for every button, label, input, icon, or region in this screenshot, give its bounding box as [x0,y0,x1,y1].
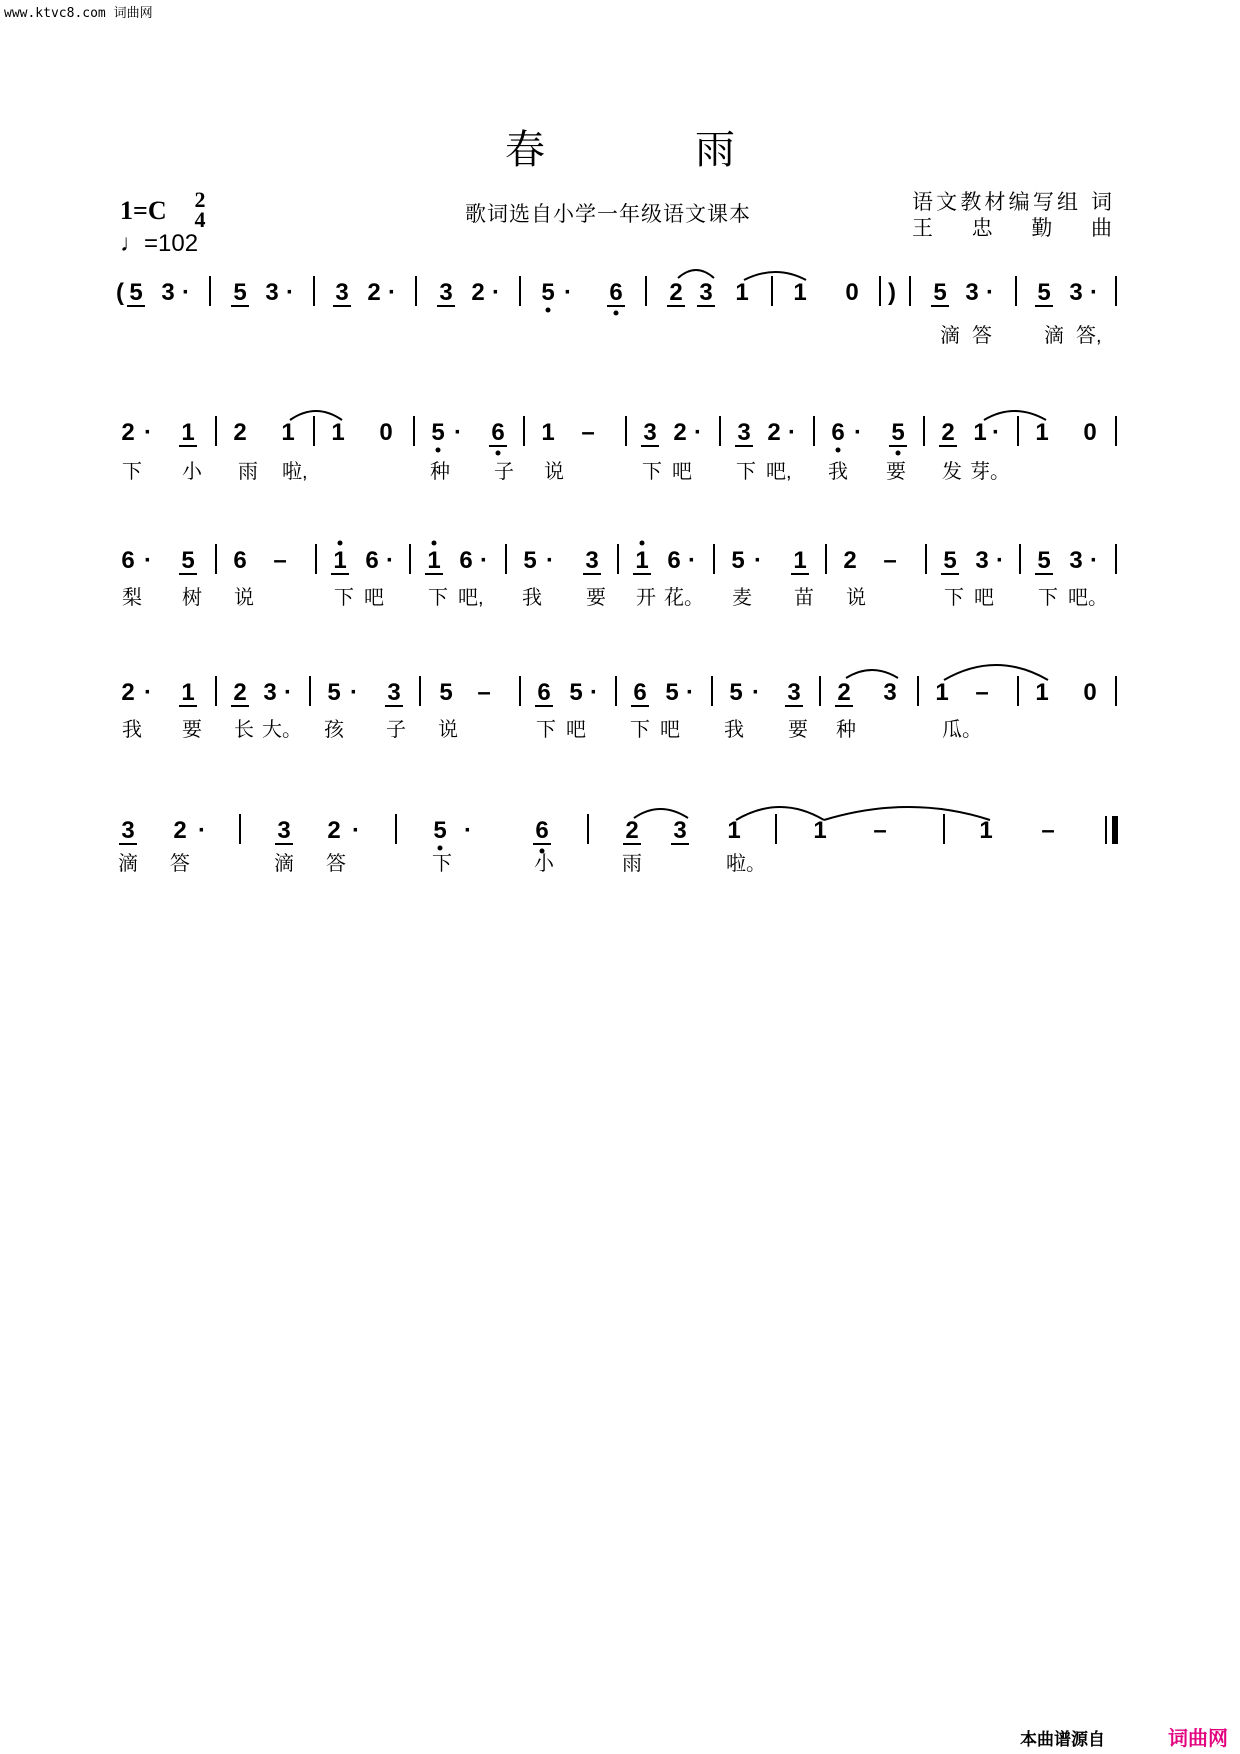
lyric: 说 [234,587,254,609]
rest: 0 [379,419,393,446]
site-watermark: www.ktvc8.com 词曲网 [4,6,153,21]
augmentation-dot: · [694,419,702,446]
lyric: 啦, [282,461,308,483]
augmentation-dot: · [350,679,358,706]
time-signature-bottom: 4 [194,207,206,232]
note: 3 [883,679,897,706]
lyric: 滴 [118,853,138,875]
note: 3 [335,279,349,306]
augmentation-dot: · [388,279,396,306]
extension-dash: – [883,547,897,574]
note: 5 [327,679,341,706]
extension-dash: – [1041,817,1055,844]
note: 6 [365,547,379,574]
augmentation-dot: · [144,419,152,446]
note: 1 [727,817,741,844]
song-title: 春雨 [505,127,885,173]
lyric: 答, [1076,325,1102,347]
augmentation-dot: · [854,419,862,446]
lyric: 答 [972,325,992,347]
note: 6 [459,547,473,574]
note: 3 [787,679,801,706]
octave-dot-high [640,541,645,546]
augmentation-dot: · [1090,279,1098,306]
note: 3 [673,817,687,844]
note: 6 [121,547,135,574]
tempo-value: =102 [144,230,199,257]
note: 3 [965,279,979,306]
lyric: 瓜。 [942,719,982,741]
note: 5 [233,279,247,306]
rest: 0 [1083,419,1097,446]
lyric: 要 [182,719,202,741]
note: 5 [933,279,947,306]
octave-dot-high [338,541,343,546]
lyric: 说 [438,719,458,741]
lyric: 子 [494,461,514,483]
quarter-note-icon: ♩ [120,230,144,257]
score-line [121,676,1116,741]
note: 5 [569,679,583,706]
note: 6 [609,279,623,306]
lyric: 种 [836,719,856,741]
note: 3 [161,279,175,306]
note: 1 [181,679,195,706]
octave-dot-low [896,451,901,456]
augmentation-dot: · [686,679,694,706]
score-line [121,416,1116,483]
rest: 0 [845,279,859,306]
notation-lines [116,276,1116,875]
note: 2 [843,547,857,574]
augmentation-dot: · [754,547,762,574]
note: 3 [121,817,135,844]
note: 5 [891,419,905,446]
lyric: 要 [586,587,606,609]
augmentation-dot: · [546,547,554,574]
note: 5 [433,817,447,844]
augmentation-dot: · [492,279,500,306]
note: 2 [173,817,187,844]
lyric: 种 [430,461,450,483]
augmentation-dot: · [286,279,294,306]
lyric: 下 [428,587,448,609]
augmentation-dot: · [284,679,292,706]
note: 3 [263,679,277,706]
note: 6 [633,679,647,706]
lyric: 要 [886,461,906,483]
note: 1 [541,419,555,446]
note: 5 [943,547,957,574]
lyric: 我 [828,461,848,483]
note: 3 [1069,547,1083,574]
score-line [118,814,1055,875]
note: 1 [427,547,441,574]
note: 3 [265,279,279,306]
lyrics-source: 歌词选自小学一年级语文课本 [465,202,751,226]
note: 6 [537,679,551,706]
final-barline [1112,816,1118,844]
note: 1 [333,547,347,574]
lyricist-credit: 语文教材编写组 词 [912,190,1112,214]
note: 5 [523,547,537,574]
extension-dash: – [873,817,887,844]
lyric: 芽。 [970,461,1010,483]
lyric: 滴 [940,325,960,347]
note: 5 [1037,279,1051,306]
note: 5 [729,679,743,706]
slur [846,670,898,678]
note: 5 [731,547,745,574]
lyric: 小 [182,461,202,483]
lyric: 下 [432,853,452,875]
note: 5 [439,679,453,706]
note: 6 [535,817,549,844]
octave-dot-low [836,448,841,453]
slur [678,270,714,278]
lyric: 下 [944,587,964,609]
augmentation-dot: · [182,279,190,306]
note: 2 [837,679,851,706]
note: 6 [831,419,845,446]
augmentation-dot: · [688,547,696,574]
octave-dot-low [496,451,501,456]
tie [824,807,990,820]
lyric: 孩 [324,719,344,741]
note: 1 [1035,679,1049,706]
lyric: 吧, [766,461,792,483]
lyric: 吧 [672,461,692,483]
octave-dot-high [432,541,437,546]
note: 3 [699,279,713,306]
lyric: 吧 [974,587,994,609]
note: 3 [1069,279,1083,306]
note: 3 [643,419,657,446]
extension-dash: – [273,547,287,574]
lyric: 下 [122,461,142,483]
augmentation-dot: · [198,817,206,844]
lyric: 发 [942,461,962,483]
lyric: 我 [122,719,142,741]
note: 5 [129,279,143,306]
note: 1 [935,679,949,706]
octave-dot-low [438,846,443,851]
lyric: 我 [522,587,542,609]
note: 3 [439,279,453,306]
note: 1 [635,547,649,574]
note: 2 [121,419,135,446]
lyric: 下 [334,587,354,609]
key-signature: 1=C [120,196,167,225]
note: 2 [673,419,687,446]
augmentation-dot: · [480,547,488,574]
note: 3 [585,547,599,574]
note: 2 [121,679,135,706]
lyric: 下 [736,461,756,483]
lyric: 吧 [660,719,680,741]
note: 5 [1037,547,1051,574]
extension-dash: – [975,679,989,706]
lyric: 下 [536,719,556,741]
augmentation-dot: · [144,679,152,706]
tie [944,665,1048,680]
note: 3 [737,419,751,446]
lyric: 麦 [732,587,752,609]
lyric: 树 [182,587,202,609]
lyric: 雨 [622,853,642,875]
score-line [121,541,1116,610]
note: 1 [281,419,295,446]
note: 5 [181,547,195,574]
lyric: 小 [534,853,554,875]
time-signature-top: 2 [194,187,206,212]
augmentation-dot: · [992,419,1000,446]
augmentation-dot: · [564,279,572,306]
lyric: 吧。 [1068,587,1108,609]
note: 3 [387,679,401,706]
lyric: 我 [724,719,744,741]
note: 2 [233,679,247,706]
note: 5 [665,679,679,706]
lyric: 说 [544,461,564,483]
lyric: 吧, [458,587,484,609]
augmentation-dot: · [1090,547,1098,574]
lyric: 下 [1038,587,1058,609]
note: 2 [367,279,381,306]
lyric: 说 [846,587,866,609]
lyric: 苗 [794,587,814,609]
note: 5 [431,419,445,446]
tie [736,807,824,820]
lyric: 梨 [122,587,142,609]
note: 2 [941,419,955,446]
augmentation-dot: · [788,419,796,446]
note: 3 [277,817,291,844]
note: 3 [975,547,989,574]
note: 1 [735,279,749,306]
extension-dash: – [581,419,595,446]
note: 1 [979,817,993,844]
note: 2 [669,279,683,306]
augmentation-dot: · [144,547,152,574]
lyric: 吧 [364,587,384,609]
bracket: ( [116,279,124,306]
footer-source-label: 本曲谱源自 [1020,1730,1105,1750]
note: 1 [181,419,195,446]
augmentation-dot: · [590,679,598,706]
lyric: 雨 [238,461,258,483]
lyric: 下 [642,461,662,483]
rest: 0 [1083,679,1097,706]
lyric: 下 [630,719,650,741]
note: 2 [625,817,639,844]
note: 1 [1035,419,1049,446]
lyric: 吧 [566,719,586,741]
note: 6 [491,419,505,446]
augmentation-dot: · [464,817,472,844]
note: 5 [541,279,555,306]
lyric: 子 [386,719,406,741]
extension-dash: – [477,679,491,706]
octave-dot-low [436,448,441,453]
octave-dot-low [614,311,619,316]
note: 2 [327,817,341,844]
footer-logo: 词曲网 [1168,1726,1228,1750]
augmentation-dot: · [386,547,394,574]
note: 6 [233,547,247,574]
note: 1 [813,817,827,844]
note: 1 [793,547,807,574]
lyric: 答 [170,853,190,875]
note: 1 [331,419,345,446]
note: 1 [973,419,987,446]
augmentation-dot: · [752,679,760,706]
augmentation-dot: · [454,419,462,446]
note: 2 [767,419,781,446]
note: 1 [793,279,807,306]
lyric: 要 [788,719,808,741]
lyric: 滴 [274,853,294,875]
augmentation-dot: · [352,817,360,844]
augmentation-dot: · [986,279,994,306]
note: 2 [471,279,485,306]
note: 6 [667,547,681,574]
augmentation-dot: · [996,547,1004,574]
lyric: 大。 [262,719,302,741]
lyric: 啦。 [726,853,766,875]
score-line [116,276,1116,347]
lyric: 滴 [1044,325,1064,347]
octave-dot-low [546,308,551,313]
bracket: ) [888,279,896,306]
lyric: 长 [234,719,254,741]
note: 2 [233,419,247,446]
lyric: 花。 [664,587,704,609]
composer-credit: 王 忠 勤 曲 [912,216,1112,240]
lyric: 开 [636,587,656,609]
lyric: 答 [326,853,346,875]
